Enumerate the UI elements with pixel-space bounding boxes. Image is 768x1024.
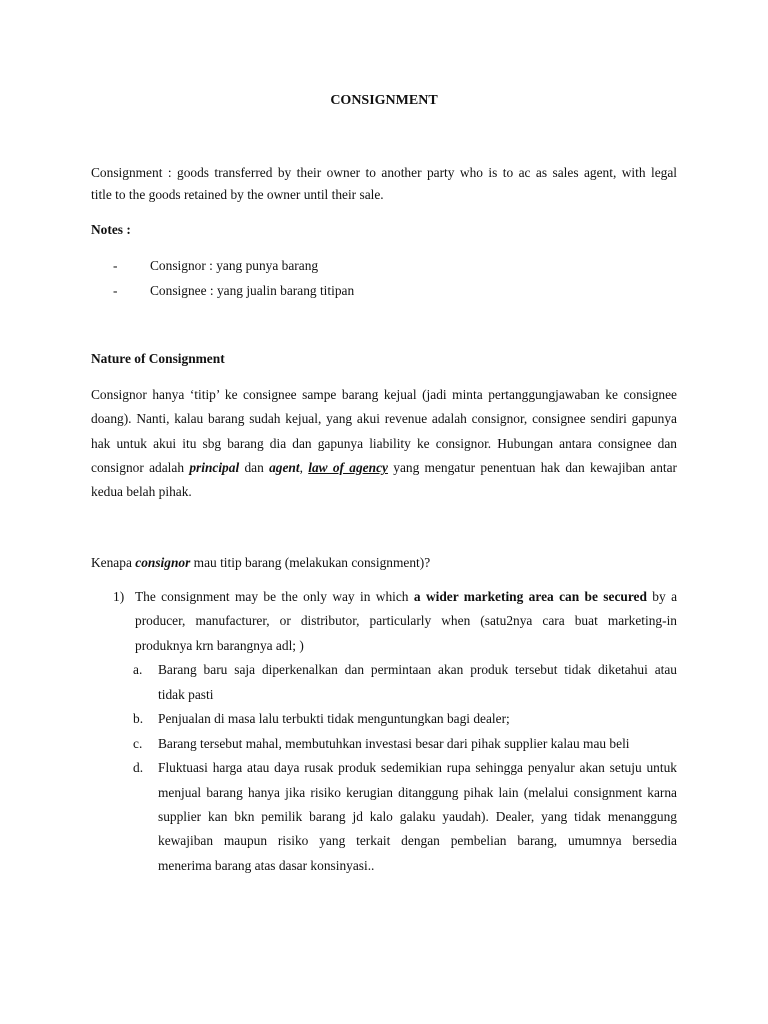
sub-letter: b. bbox=[133, 711, 144, 726]
reason1-line-3: produknya krn barangnya adl; ) bbox=[135, 638, 304, 653]
question-line: Kenapa consignor mau titip barang (melakukan consignment)? bbox=[91, 555, 431, 570]
sub-d-line-1: Fluktuasi harga atau daya rusak produk sedemikian rupa sehingga penyalur akan setuju untuk bbox=[158, 760, 677, 775]
sub-letter: a. bbox=[133, 662, 143, 677]
list-number: 1) bbox=[113, 589, 125, 604]
nature-line-2: doang). Nanti, kalau barang sudah kejual, yang akui revenue adalah consignor, consignee sendiri gapunya bbox=[91, 411, 677, 426]
bullet-dash: - bbox=[113, 258, 118, 273]
nature-line-5: kedua belah pihak. bbox=[91, 484, 192, 499]
bullet-dash: - bbox=[113, 283, 118, 298]
nature-line-4: consignor adalah principal dan agent, law of agency yang mengatur penentuan hak dan kewajiban antar bbox=[91, 460, 678, 475]
emphasis-text: a wider marketing area can be secured bbox=[413, 589, 647, 604]
sub-d-line-5: menerima barang atas dasar konsinyasi.. bbox=[158, 858, 375, 873]
sub-d-line-3: supplier kan bkn pemilik barang jd kalo galaku yaudah). Dealer, yang tidak menanggung bbox=[158, 809, 677, 824]
sub-letter: c. bbox=[133, 736, 143, 751]
agent-term: agent bbox=[269, 460, 300, 475]
nature-heading: Nature of Consignment bbox=[91, 351, 225, 366]
reason1-line-2: producer, manufacturer, or distributor, particularly when (satu2nya cara buat marketing-in bbox=[135, 613, 677, 628]
definition-line-2: title to the goods retained by the owner until their sale. bbox=[91, 187, 384, 202]
principal-term: principal bbox=[189, 460, 240, 475]
sub-a-line-1: Barang baru saja diperkenalkan dan permintaan akan produk tersebut tidak diketahui atau bbox=[158, 662, 677, 677]
notes-item-consignor: Consignor : yang punya barang bbox=[150, 258, 319, 273]
consignor-term: consignor bbox=[135, 555, 191, 570]
reason1-line-1: The consignment may be the only way in which a wider marketing area can be secured by a bbox=[135, 589, 678, 604]
notes-heading: Notes : bbox=[91, 222, 131, 237]
sub-c-line-1: Barang tersebut mahal, membutuhkan investasi besar dari pihak supplier kalau mau beli bbox=[158, 736, 630, 751]
law-of-agency-term: law of agency bbox=[308, 460, 388, 475]
sub-letter: d. bbox=[133, 760, 144, 775]
sub-b-line-1: Penjualan di masa lalu terbukti tidak menguntungkan bagi dealer; bbox=[158, 711, 510, 726]
page-title: CONSIGNMENT bbox=[330, 93, 438, 108]
definition-line-1: Consignment : goods transferred by their owner to another party who is to ac as sales agent, with legal bbox=[91, 165, 677, 180]
nature-line-1: Consignor hanya ‘titip’ ke consignee sampe barang kejual (jadi minta pertanggungjawaban ke consignee bbox=[91, 387, 677, 402]
notes-item-consignee: Consignee : yang jualin barang titipan bbox=[150, 283, 355, 298]
sub-d-line-2: menjual barang hanya jika risiko kerugian ditanggung pihak lain (melalui consignment karna bbox=[158, 785, 677, 800]
nature-line-3: hak untuk akui itu sbg barang dia dan gapunya liability ke consignor. Hubungan antara consignee dan bbox=[91, 436, 677, 451]
sub-d-line-4: kewajiban maupun risiko yang terkait dengan pembelian barang, umumnya bersedia bbox=[158, 833, 677, 848]
sub-a-line-2: tidak pasti bbox=[158, 687, 214, 702]
